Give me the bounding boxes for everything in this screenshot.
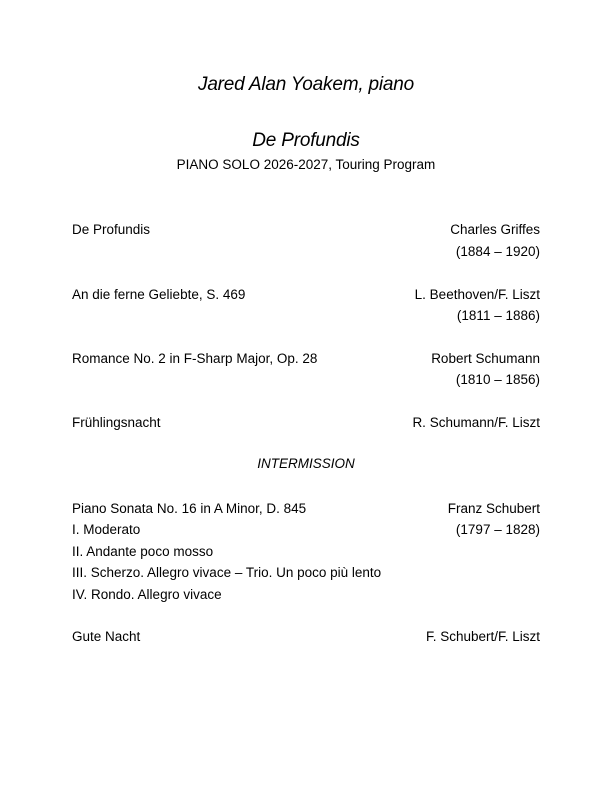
composer-dates-row <box>72 370 540 390</box>
composer-name: Charles Griffes <box>450 222 540 237</box>
composer-dates: (1811 – 1886) <box>456 308 540 323</box>
composer-dates: (1884 – 1920) <box>455 244 540 259</box>
movement-title: III. Scherzo. Allegro vivace – Trio. Un poco più lento <box>72 565 382 580</box>
movement-title: IV. Rondo. Allegro vivace <box>72 587 222 602</box>
intermission-label: INTERMISSION <box>257 456 355 471</box>
composer-name: R. Schumann/F. Liszt <box>412 415 540 430</box>
composer-dates-row <box>72 306 540 326</box>
piece-title: Romance No. 2 in F-Sharp Major, Op. 28 <box>72 351 318 366</box>
program-entry-gute-nacht <box>72 627 540 647</box>
movement-title: II. Andante poco mosso <box>72 544 214 559</box>
sonata-movement-row <box>72 563 540 583</box>
program-title: De Profundis <box>252 130 360 151</box>
performer-name: Jared Alan Yoakem, piano <box>198 74 414 95</box>
piece-title: Gute Nacht <box>72 629 141 644</box>
sonata-movement-row <box>72 520 540 540</box>
program-entry-romance-no-2 <box>72 349 540 369</box>
composer-name: Franz Schubert <box>447 501 540 516</box>
program-entry-de-profundis <box>72 220 540 240</box>
piece-title: An die ferne Geliebte, S. 469 <box>72 287 246 302</box>
program-entry-piano-sonata-16 <box>72 499 540 519</box>
sonata-movement-row <box>72 542 540 562</box>
sonata-movement-row <box>72 585 540 605</box>
piece-title: Frühlingsnacht <box>72 415 161 430</box>
composer-dates-row <box>72 242 540 262</box>
piece-title: Piano Sonata No. 16 in A Minor, D. 845 <box>72 501 307 516</box>
composer-name: F. Schubert/F. Liszt <box>425 629 540 644</box>
program-subtitle: PIANO SOLO 2026-2027, Touring Program <box>176 157 436 172</box>
program-entry-an-die-ferne-geliebte <box>72 285 540 305</box>
composer-name: Robert Schumann <box>431 351 540 366</box>
piece-title: De Profundis <box>72 222 151 237</box>
composer-name: L. Beethoven/F. Liszt <box>414 287 540 302</box>
program-entry-fruhlingsnacht <box>72 413 540 433</box>
movement-title: I. Moderato <box>72 522 141 537</box>
composer-dates: (1810 – 1856) <box>455 372 540 387</box>
composer-dates: (1797 – 1828) <box>455 522 540 537</box>
